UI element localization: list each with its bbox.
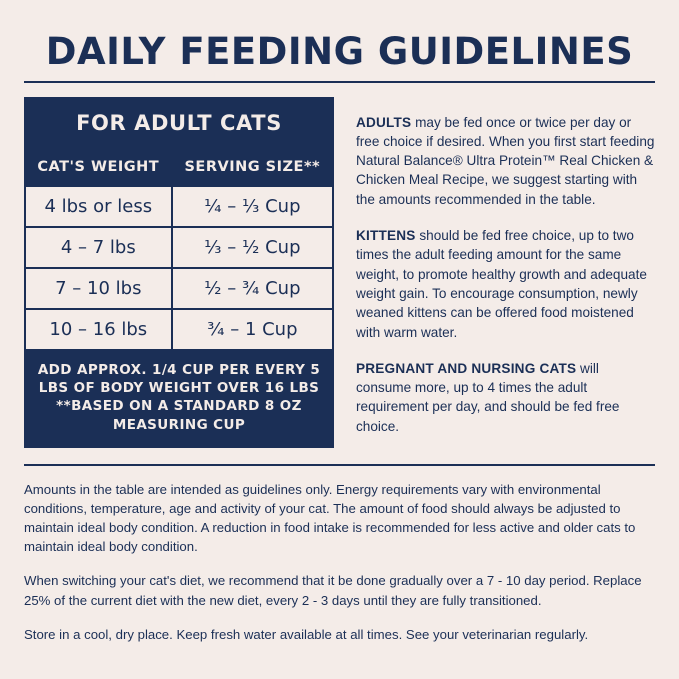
column-header-weight: CAT'S WEIGHT xyxy=(25,148,172,186)
cell-serving: ¹⁄₄ – ¹⁄₃ Cup xyxy=(172,186,333,227)
note-adults-lead: ADULTS xyxy=(356,114,412,130)
cell-weight: 4 – 7 lbs xyxy=(25,227,172,268)
note-kittens-lead: KITTENS xyxy=(356,228,416,244)
note-adults xyxy=(356,113,655,209)
cell-weight: 7 – 10 lbs xyxy=(25,268,172,309)
cell-weight: 10 – 16 lbs xyxy=(25,309,172,350)
table-header-row xyxy=(25,148,333,186)
table-note-row xyxy=(25,350,333,447)
note-kittens xyxy=(356,226,655,342)
note-pregnant-nursing-text: will consume more, up to 4 times the adult requirement per day, and should be fed free choice. xyxy=(356,360,620,434)
note-pregnant-nursing-lead: PREGNANT AND NURSING CATS xyxy=(356,360,577,376)
note-adults-text: may be fed once or twice per day or free choice if desired. When you first start feeding Natural Balance® Ultra Protein™ Real Chicken & Chicken Meal Recipe, we suggest starting with the amounts recommended in the table. xyxy=(356,114,655,207)
cell-weight: 4 lbs or less xyxy=(25,186,172,227)
notes-column xyxy=(356,97,655,436)
page-title: DAILY FEEDING GUIDELINES xyxy=(45,30,634,73)
cell-serving: ¹⁄₂ – ³⁄₄ Cup xyxy=(172,268,333,309)
note-kittens-text: should be fed free choice, up to two times the adult feeding amount for the same weight, to promote healthy growth and adequate weight gain. To encourage consumption, newly weaned kittens can be offered food moistened with warm water. xyxy=(356,228,647,340)
footer-paragraph-guidelines: Amounts in the table are intended as guidelines only. Energy requirements vary with environmental conditions, temperature, age and activity of your cat. The amount of food should always be adjusted to maintain ideal body condition. A reduction in food intake is recommended for less active and older cats to maintain ideal body condition. xyxy=(24,481,636,555)
cell-serving: ³⁄₄ – 1 Cup xyxy=(172,309,333,350)
content-columns xyxy=(24,97,655,448)
table-note: ADD APPROX. 1/4 CUP PER EVERY 5 LBS OF BODY WEIGHT OVER 16 LBS **BASED ON A STANDARD 8 OZ MEASURING CUP xyxy=(25,350,333,447)
table-row xyxy=(25,268,333,309)
note-pregnant-nursing xyxy=(356,359,655,436)
table-row xyxy=(25,227,333,268)
feeding-table xyxy=(24,97,334,448)
cell-serving: ¹⁄₃ – ¹⁄₂ Cup xyxy=(172,227,333,268)
feeding-table-column xyxy=(24,97,334,448)
footer-paragraph-storage: Store in a cool, dry place. Keep fresh water available at all times. See your veterinarian regularly. xyxy=(24,626,589,642)
table-row xyxy=(25,186,333,227)
title-divider xyxy=(24,81,655,83)
column-header-serving: SERVING SIZE** xyxy=(172,148,333,186)
table-row xyxy=(25,309,333,350)
footer-paragraph-transition: When switching your cat's diet, we recommend that it be done gradually over a 7 - 10 day period. Replace 25% of the current diet with the new diet, every 2 - 3 days until they are fully transitioned. xyxy=(24,573,642,608)
table-caption: FOR ADULT CATS xyxy=(25,98,333,148)
footer-divider xyxy=(24,464,655,466)
table-caption-row xyxy=(25,98,333,148)
